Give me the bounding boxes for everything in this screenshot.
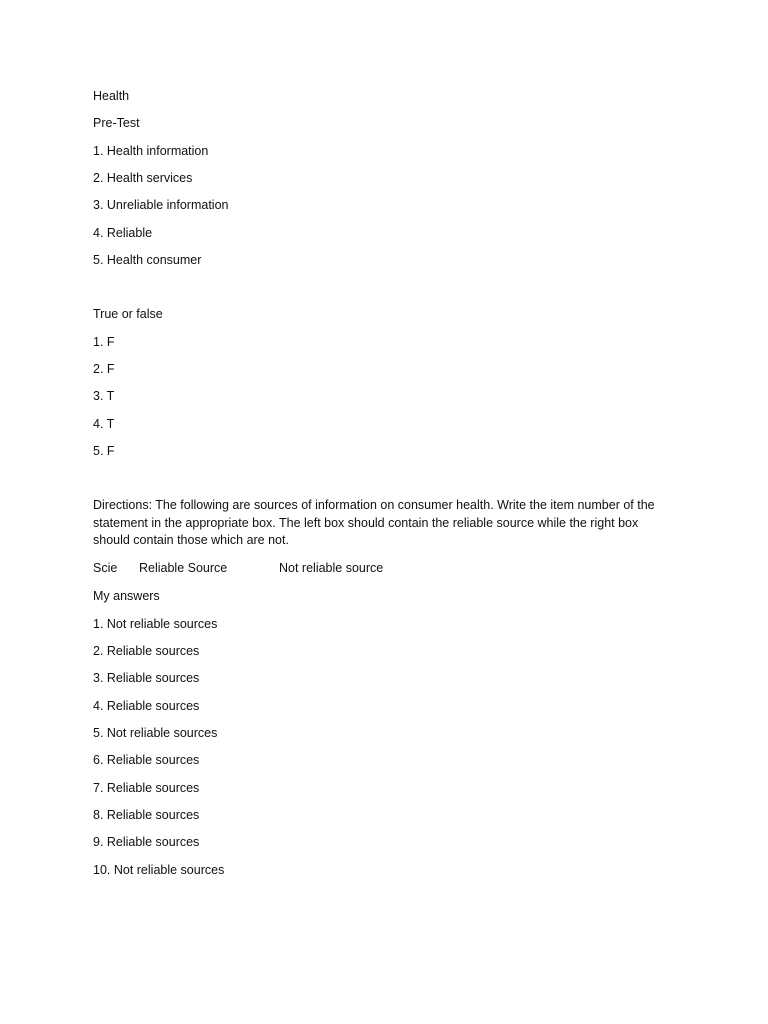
source-table-header	[93, 560, 493, 576]
answer-item: 5. Not reliable sources	[93, 726, 218, 740]
answer-item: 2. Reliable sources	[93, 644, 200, 658]
answer-item: 1. Not reliable sources	[93, 617, 218, 631]
pretest-item: 1. Health information	[93, 144, 209, 158]
answer-item: 7. Reliable sources	[93, 781, 200, 795]
answer-item: 8. Reliable sources	[93, 808, 200, 822]
true-false-item: 1. F	[93, 335, 115, 349]
true-false-item: 3. T	[93, 389, 115, 403]
table-header-not-reliable: Not reliable source	[279, 561, 384, 575]
answer-item: 10. Not reliable sources	[93, 863, 225, 877]
directions-paragraph: Directions: The following are sources of information on consumer health. Write the item number of the statement in the appropriate box. The left box should contain the reliable source while the right box should contain those which are not.	[93, 498, 655, 547]
answers-heading: My answers	[93, 589, 160, 603]
true-false-item: 4. T	[93, 417, 115, 431]
true-false-item: 2. F	[93, 362, 115, 376]
answer-item: 6. Reliable sources	[93, 753, 200, 767]
pretest-heading: Pre-Test	[93, 116, 140, 130]
answer-item: 4. Reliable sources	[93, 699, 200, 713]
true-false-item: 5. F	[93, 444, 115, 458]
pretest-item: 2. Health services	[93, 171, 193, 185]
answer-item: 9. Reliable sources	[93, 835, 200, 849]
table-header-reliable: Reliable Source	[139, 561, 228, 575]
pretest-item: 3. Unreliable information	[93, 198, 229, 212]
document-title: Health	[93, 89, 130, 103]
true-false-heading: True or false	[93, 307, 163, 321]
answer-item: 3. Reliable sources	[93, 671, 200, 685]
table-header-col1: Scie	[93, 561, 118, 575]
pretest-item: 5. Health consumer	[93, 253, 202, 267]
pretest-item: 4. Reliable	[93, 226, 153, 240]
